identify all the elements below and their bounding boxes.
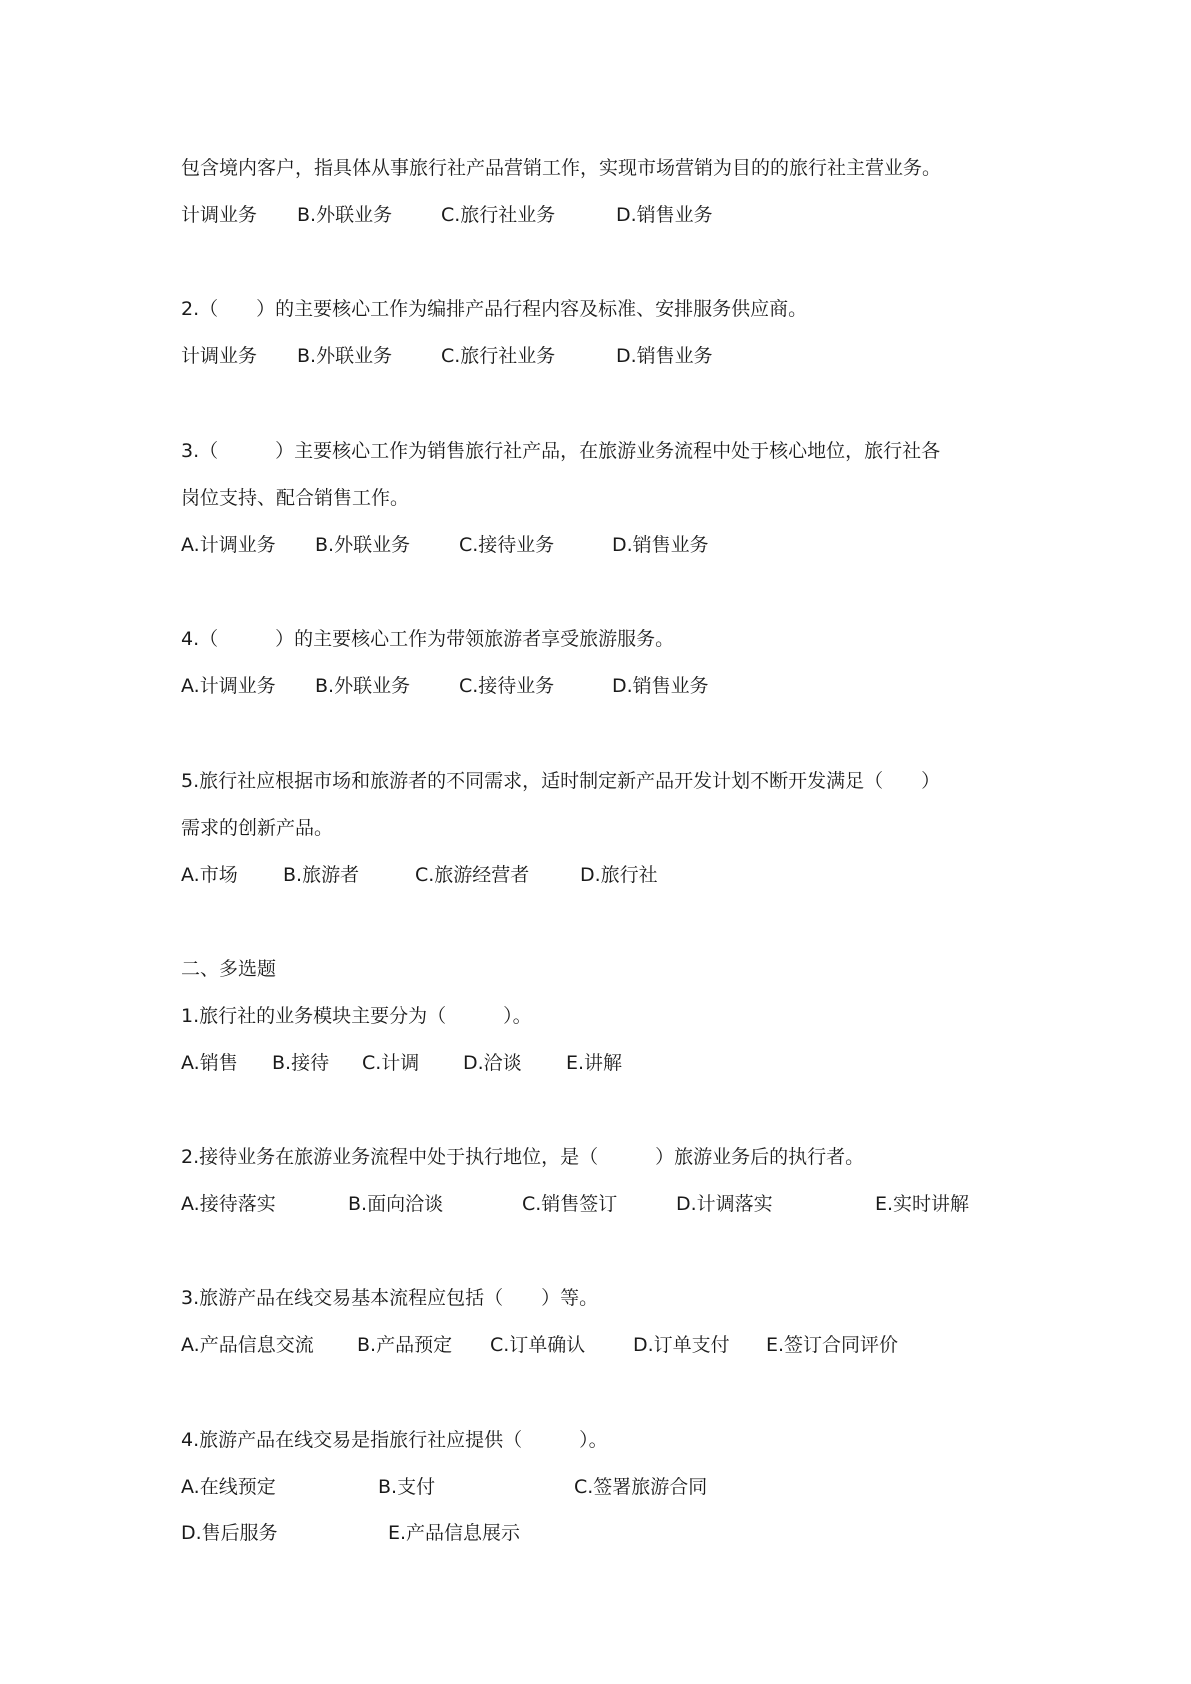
option: B.外联业务	[315, 534, 411, 556]
option: A.计调业务	[181, 675, 276, 697]
option: D.售后服务	[181, 1522, 278, 1544]
option: D.计调落实	[676, 1193, 773, 1215]
question-text: 2.接待业务在旅游业务流程中处于执行地位，是（ ）旅游业务后的执行者。	[181, 1146, 865, 1168]
option: A.产品信息交流	[181, 1334, 314, 1356]
option: C.签署旅游合同	[574, 1476, 708, 1498]
option: D.订单支付	[633, 1334, 730, 1356]
question-text: 需求的创新产品。	[181, 817, 334, 839]
option: B.外联业务	[297, 204, 393, 226]
option: E.讲解	[566, 1052, 623, 1074]
question-text: 4.旅游产品在线交易是指旅行社应提供（ ）。	[181, 1429, 608, 1451]
option: C.订单确认	[490, 1334, 586, 1356]
option: D.洽谈	[463, 1052, 522, 1074]
option: D.销售业务	[612, 675, 709, 697]
question-text: 5.旅行社应根据市场和旅游者的不同需求，适时制定新产品开发计划不断开发满足（ ）	[181, 770, 941, 792]
option: C.接待业务	[459, 675, 555, 697]
question-text: 1.旅行社的业务模块主要分为（ ）。	[181, 1005, 532, 1027]
option: D.销售业务	[616, 345, 713, 367]
question-text: 2.（ ）的主要核心工作为编排产品行程内容及标准、安排服务供应商。	[181, 298, 808, 320]
option: E.签订合同评价	[766, 1334, 899, 1356]
option: A.计调业务	[181, 534, 276, 556]
question-text: 岗位支持、配合销售工作。	[181, 487, 410, 509]
option: A.在线预定	[181, 1476, 276, 1498]
option: C.销售签订	[522, 1193, 618, 1215]
section-heading: 二、多选题	[181, 958, 277, 980]
option: D.旅行社	[580, 864, 658, 886]
question-text: 包含境内客户，指具体从事旅行社产品营销工作，实现市场营销为目的的旅行社主营业务。	[181, 157, 942, 179]
option: C.计调	[362, 1052, 420, 1074]
option: C.旅行社业务	[441, 345, 556, 367]
option: 计调业务	[181, 204, 258, 226]
option: E.实时讲解	[875, 1193, 970, 1215]
option: D.销售业务	[616, 204, 713, 226]
question-text: 4.（ ）的主要核心工作为带领旅游者享受旅游服务。	[181, 628, 675, 650]
option: C.接待业务	[459, 534, 555, 556]
option: C.旅行社业务	[441, 204, 556, 226]
question-text: 3.（ ）主要核心工作为销售旅行社产品，在旅游业务流程中处于核心地位，旅行社各	[181, 440, 941, 462]
option: 计调业务	[181, 345, 258, 367]
option: D.销售业务	[612, 534, 709, 556]
option: C.旅游经营者	[415, 864, 530, 886]
question-text: 3.旅游产品在线交易基本流程应包括（ ）等。	[181, 1287, 599, 1309]
option: E.产品信息展示	[388, 1522, 521, 1544]
option: A.接待落实	[181, 1193, 276, 1215]
option: B.外联业务	[297, 345, 393, 367]
option: B.旅游者	[283, 864, 360, 886]
option: B.支付	[378, 1476, 436, 1498]
option: B.面向洽谈	[348, 1193, 444, 1215]
option: A.市场	[181, 864, 238, 886]
option: B.外联业务	[315, 675, 411, 697]
option: B.产品预定	[357, 1334, 453, 1356]
option: B.接待	[272, 1052, 330, 1074]
option: A.销售	[181, 1052, 238, 1074]
